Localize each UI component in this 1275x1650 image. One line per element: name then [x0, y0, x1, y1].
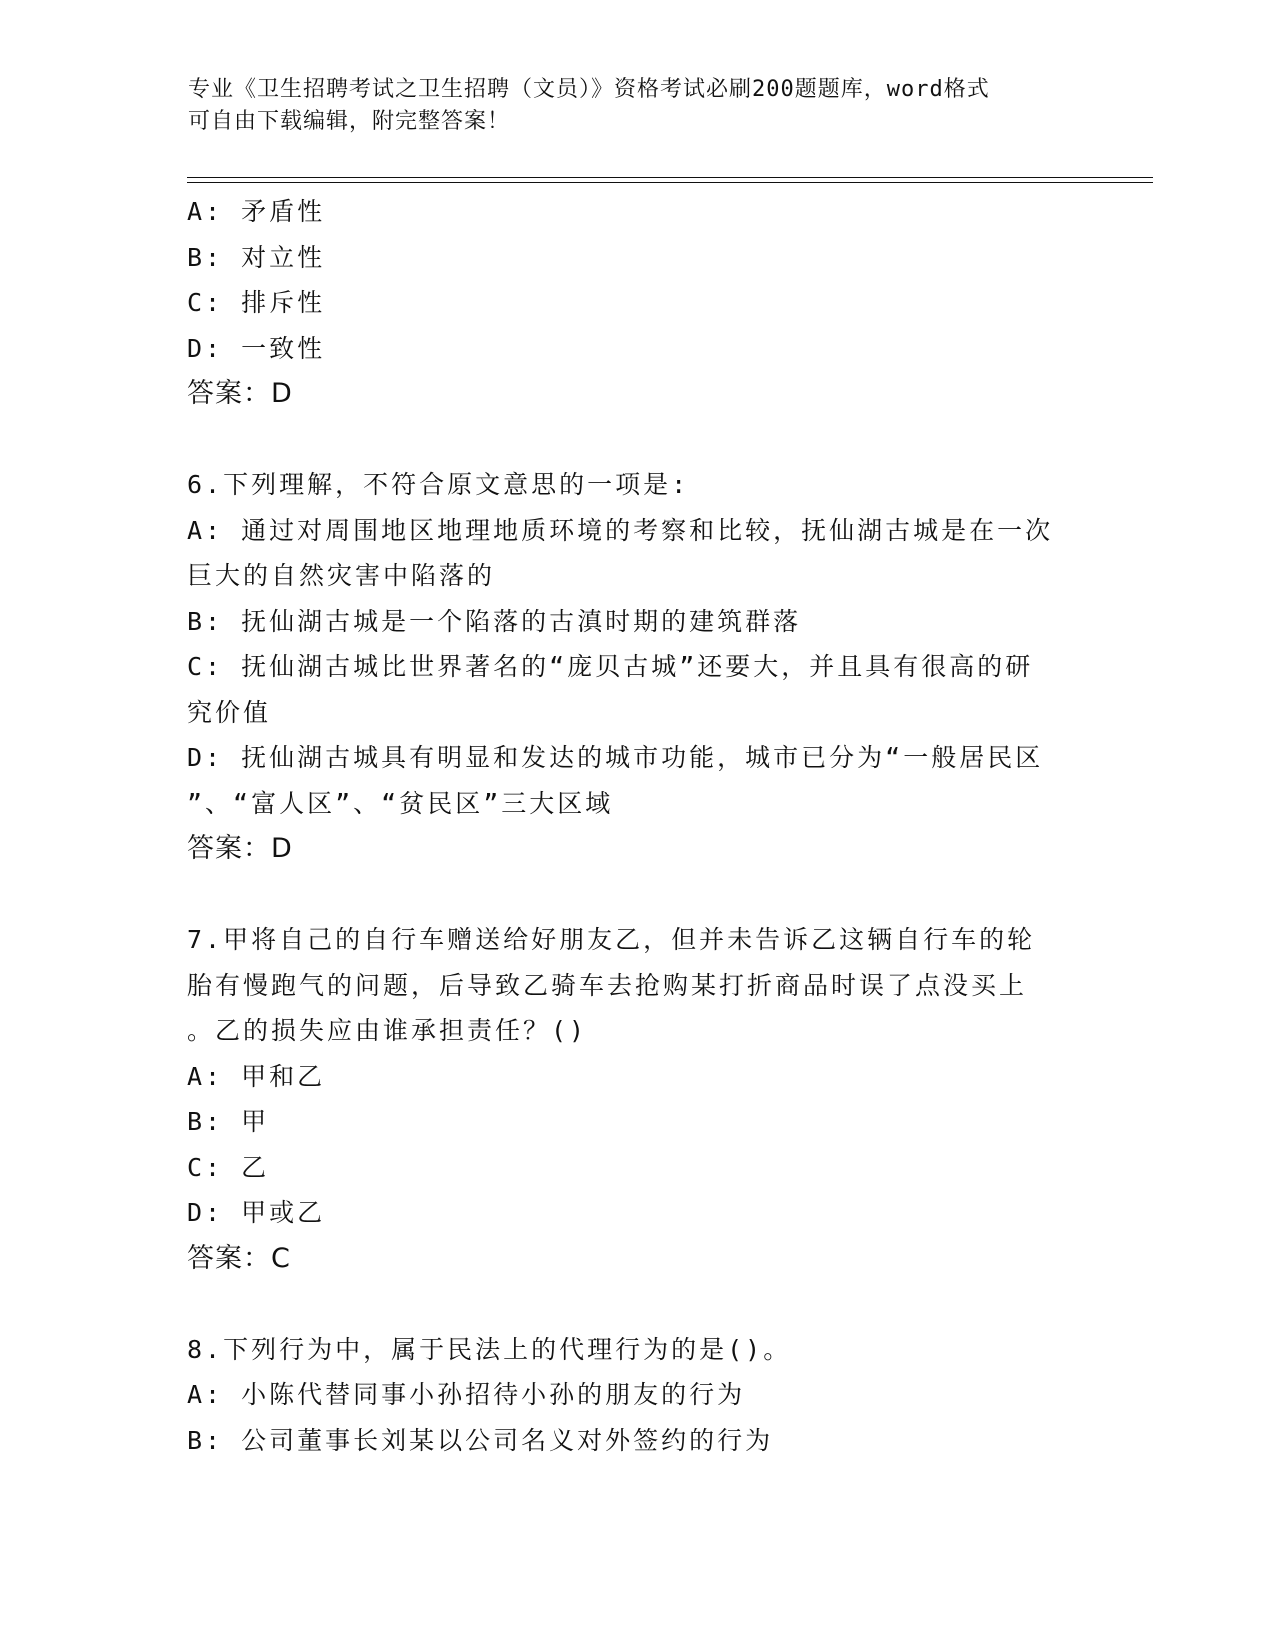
option-d: D: 一致性	[187, 333, 326, 363]
option-b: B: 公司董事长刘某以公司名义对外签约的行为	[187, 1425, 774, 1455]
question-block-8	[187, 1327, 1087, 1464]
option-a: A: 甲和乙	[187, 1061, 326, 1091]
spacer	[187, 872, 1087, 918]
document-header	[188, 74, 1068, 138]
header-divider-bottom	[187, 182, 1153, 183]
question-stem: 7.甲将自己的自行车赠送给好朋友乙，但并未告诉乙这辆自行车的轮	[187, 925, 1036, 954]
option-c: C: 排斥性	[187, 288, 326, 317]
question-stem-continued: 。乙的损失应由谁承担责任？()	[187, 1016, 588, 1045]
option-c: C: 抚仙湖古城比世界著名的“庞贝古城”还要大，并且具有很高的研	[187, 652, 1034, 681]
spacer	[187, 1281, 1087, 1327]
question-stem: 6.下列理解，不符合原文意思的一项是:	[187, 470, 690, 499]
question-block-5	[187, 189, 1087, 417]
option-d-continued: ”、“富人区”、“贫民区”三大区域	[187, 788, 614, 818]
question-block-7	[187, 917, 1087, 1281]
option-d: D: 抚仙湖古城具有明显和发达的城市功能，城市已分为“一般居民区	[187, 743, 1044, 772]
option-a: A: 矛盾性	[187, 197, 326, 226]
option-d: D: 甲或乙	[187, 1198, 326, 1227]
option-c-continued: 究价值	[187, 697, 272, 727]
spacer	[187, 417, 1087, 463]
question-stem-continued: 胎有慢跑气的问题，后导致乙骑车去抢购某打折商品时误了点没买上	[187, 970, 1028, 1000]
question-content	[187, 189, 1087, 1463]
option-a: A: 小陈代替同事小孙招待小孙的朋友的行为	[187, 1380, 746, 1409]
answer-line: 答案：D	[187, 833, 293, 864]
header-divider-top	[187, 177, 1153, 178]
option-b: B: 甲	[187, 1107, 270, 1136]
option-a-continued: 巨大的自然灾害中陷落的	[187, 561, 496, 590]
header-line-2: 可自由下载编辑，附完整答案！	[188, 109, 511, 134]
header-line-1: 专业《卫生招聘考试之卫生招聘（文员）》资格考试必刷200题题库，word格式	[188, 77, 990, 102]
answer-line: 答案：D	[187, 378, 293, 409]
option-c: C: 乙	[187, 1152, 270, 1182]
answer-line: 答案：C	[187, 1242, 291, 1274]
question-stem: 8.下列行为中，属于民法上的代理行为的是()。	[187, 1334, 792, 1364]
option-b: B: 抚仙湖古城是一个陷落的古滇时期的建筑群落	[187, 606, 802, 636]
option-b: B: 对立性	[187, 242, 326, 272]
question-block-6	[187, 462, 1087, 872]
option-a: A: 通过对周围地区地理地质环境的考察和比较，抚仙湖古城是在一次	[187, 515, 1054, 545]
